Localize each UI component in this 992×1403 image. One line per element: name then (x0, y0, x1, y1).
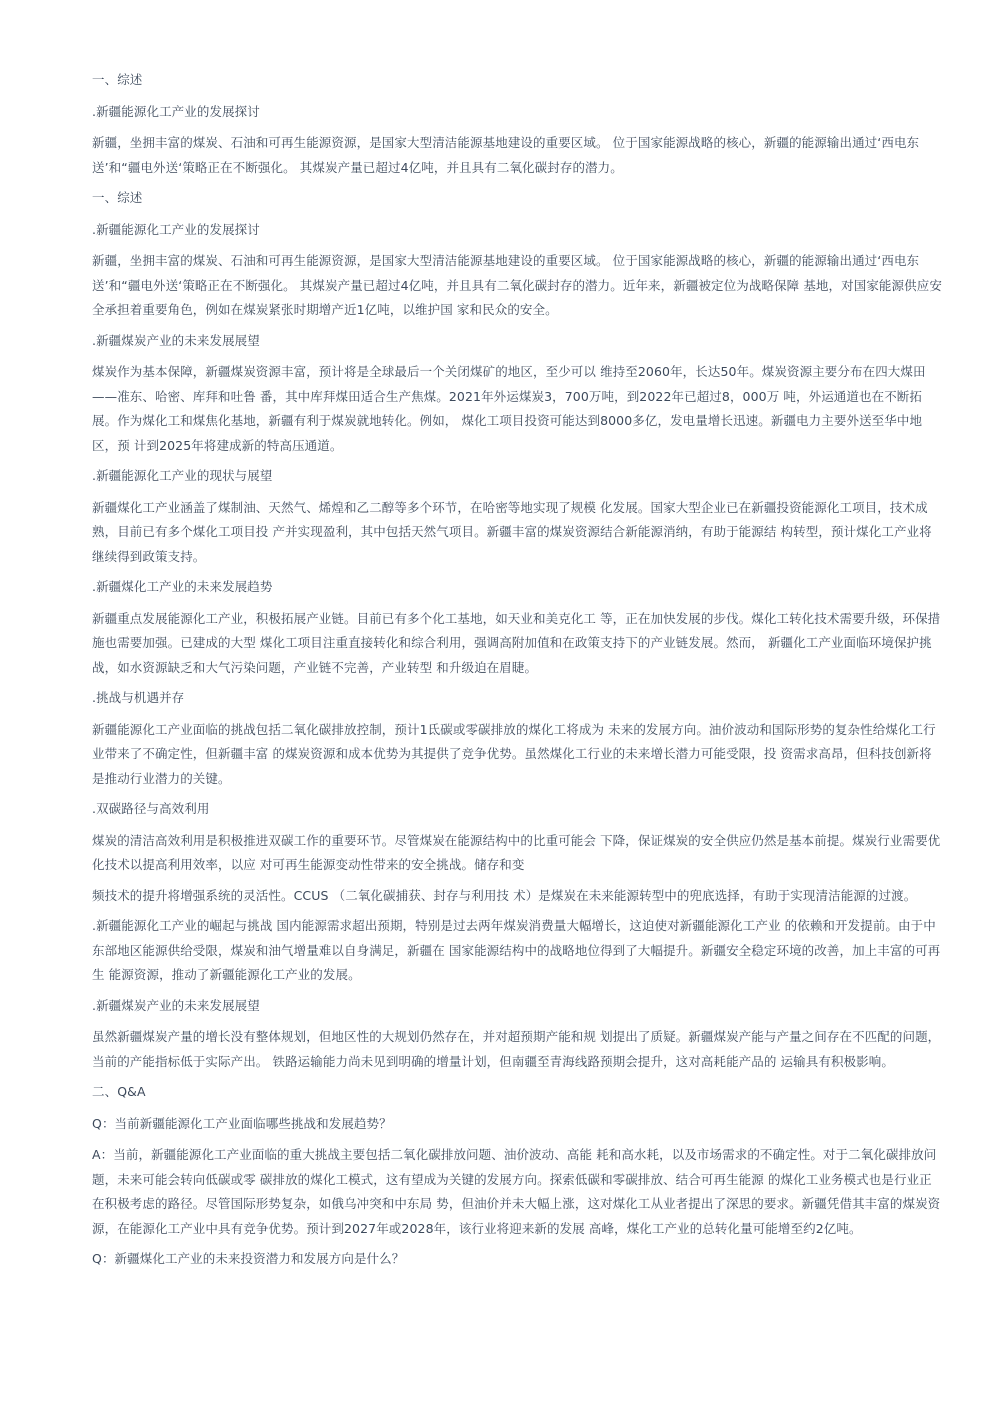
section-heading: .新疆能源化工产业的现状与展望 (92, 468, 273, 483)
body-paragraph: .新疆能源化工产业的崛起与挑战 国内能源需求超出预期，特别是过去两年煤炭消费量大幅增长，这迫使对新疆能源化工产业 的依赖和开发提前。由于中东部地区能源供给受限，煤炭和油气增量难以自身满足，新疆在 国家能源结构中的战略地位得到了大幅提升。新疆安全稳定环境的改善，加上丰富的可再生 能源资源，推动了新疆能源化工产业的发展。 (92, 918, 941, 982)
body-paragraph: 煤炭作为基本保障，新疆煤炭资源丰富，预计将是全球最后一个关闭煤矿的地区，至少可以 维持至2060年，长达50年。煤炭资源主要分布在四大煤田——准东、哈密、库拜和吐鲁 番，其中库拜煤田适合生产焦煤。2021年外运煤炭3，700万吨，到2022年已超过8，000万 吨，外运通道也在不断拓展。作为煤化工和煤焦化基地，新疆有利于煤炭就地转化。例如， 煤化工项目投资可能达到8000多亿，发电量增长迅速。新疆电力主要外送至华中地区，预 计到2025年将建成新的特高压通道。 (92, 364, 926, 453)
answer-paragraph: A：当前，新疆能源化工产业面临的重大挑战主要包括二氧化碳排放问题、油价波动、高能 耗和高水耗，以及市场需求的不确定性。对于二氧化碳排放问题，未来可能会转向低碳或零 碳排放的煤化工模式，这有望成为关键的发展方向。探索低碳和零碳排放、结合可再生能源 的煤化工业务模式也是行业正在积极考虑的路径。尽管国际形势复杂，如俄乌冲突和中东局 势，但油价并未大幅上涨，这对煤化工从业者提出了深思的要求。新疆凭借其丰富的煤炭资 源，在能源化工产业中具有竞争优势。预计到2027年或2028年，该行业将迎来新的发展 高峰，煤化工产业的总转化量可能增至约2亿吨。 (92, 1147, 941, 1236)
body-paragraph: 新疆煤化工产业涵盖了煤制油、天然气、烯煌和乙二醇等多个环节，在哈密等地实现了规模 化发展。国家大型企业已在新疆投资能源化工项目，技术成熟，目前已有多个煤化工项目投 产并实现盈利，其中包括天然气项目。新疆丰富的煤炭资源结合新能源消纳，有助于能源结 构转型，预计煤化工产业将继续得到政策支持。 (92, 499, 932, 564)
body-paragraph: 新疆，坐拥丰富的煤炭、石油和可再生能源资源，是国家大型清洁能源基地建设的重要区域。 位于国家能源战略的核心，新疆的能源输出通过‘西电东送’和“疆电外送‘策略正在不断强化。 其煤炭产量已超过4亿吨，并且具有二氧化碳封存的潜力。近年来，新疆被定位为战略保障 基地，对国家能源供应安全承担着重要角色，例如在煤炭紧张时期增产近1亿吨，以维护国 家和民众的安全。 (92, 253, 942, 317)
body-paragraph: 新疆，坐拥丰富的煤炭、石油和可再生能源资源，是国家大型清洁能源基地建设的重要区域。 位于国家能源战略的核心，新疆的能源输出通过‘西电东送’和“疆电外送‘策略正在不断强化。 其煤炭产量已超过4亿吨，并且具有二氧化碳封存的潜力。 (92, 135, 920, 175)
document-page (92, 68, 944, 1279)
question: Q：当前新疆能源化工产业面临哪些挑战和发展趋势？ (92, 1115, 392, 1131)
section-heading: .挑战与机遇并存 (92, 690, 185, 705)
section-heading: .新疆煤炭产业的未来发展展望 (92, 997, 260, 1013)
question: Q：新疆煤化工产业的未来投资潜力和发展方向是什么？ (92, 1251, 405, 1266)
section-heading: .新疆煤炭产业的未来发展展望 (92, 332, 260, 348)
body-paragraph: 新疆能源化工产业面临的挑战包括二氧化碳排放控制，预计1氐碳或零碳排放的煤化工将成为 未来的发展方向。油价波动和国际形势的复杂性给煤化工行业带来了不确定性，但新疆丰富 的煤炭资源和成本优势为其提供了竞争优势。虽然煤化工行业的未来增长潜力可能受限，投 资需求高昂，但科技创新将是推动行业潜力的关键。 (92, 721, 936, 786)
section-heading: .双碳路径与高效利用 (92, 801, 210, 816)
body-paragraph: 煤炭的清洁高效利用是积极推进双碳工作的重要环节。尽管煤炭在能源结构中的比重可能会 下降，保证煤炭的安全供应仍然是基本前提。煤炭行业需要优化技术以提高利用效率，以应 对可再生能源变动性带来的安全挑战。储存和变 (92, 832, 941, 872)
section-heading: .新疆能源化工产业的发展探讨 (92, 103, 260, 119)
section-heading: 一、综述 (92, 190, 143, 205)
section-heading: .新疆能源化工产业的发展探讨 (92, 221, 260, 237)
body-paragraph: 新疆重点发展能源化工产业，积极拓展产业链。目前已有多个化工基地，如天业和美克化工 等，正在加快发展的步伐。煤化工转化技术需要升级，环保措施也需要加强。已建成的大型 煤化工项目注重直接转化和综合利用，强调高附加值和在政策支持下的产业链发展。然而， 新疆化工产业面临环境保护挑战，如水资源缺乏和大气污染问题，产业链不完善，产业转型 和升级迫在眉睫。 (92, 610, 941, 675)
section-heading: 一、综述 (92, 72, 143, 87)
section-heading: 二、Q&A (92, 1084, 146, 1099)
body-paragraph: 频技术的提升将增强系统的灵活性。CCUS （二氧化碳捕获、封存与利用技 术）是煤炭在未来能源转型中的兜底选择，有助于实现清洁能源的过渡。 (92, 887, 917, 903)
section-heading: .新疆煤化工产业的未来发展趋势 (92, 579, 273, 594)
body-paragraph: 虽然新疆煤炭产量的增长没有整体规划，但地区性的大规划仍然存在，并对超预期产能和规 划提出了质疑。新疆煤炭产能与产量之间存在不匹配的问题，当前的产能指标低于实际产出。 铁路运输能力尚未见到明确的增量计划，但南疆至青海线路预期会提升，这对高耗能产品的 运输具有积极影响。 (92, 1029, 941, 1069)
